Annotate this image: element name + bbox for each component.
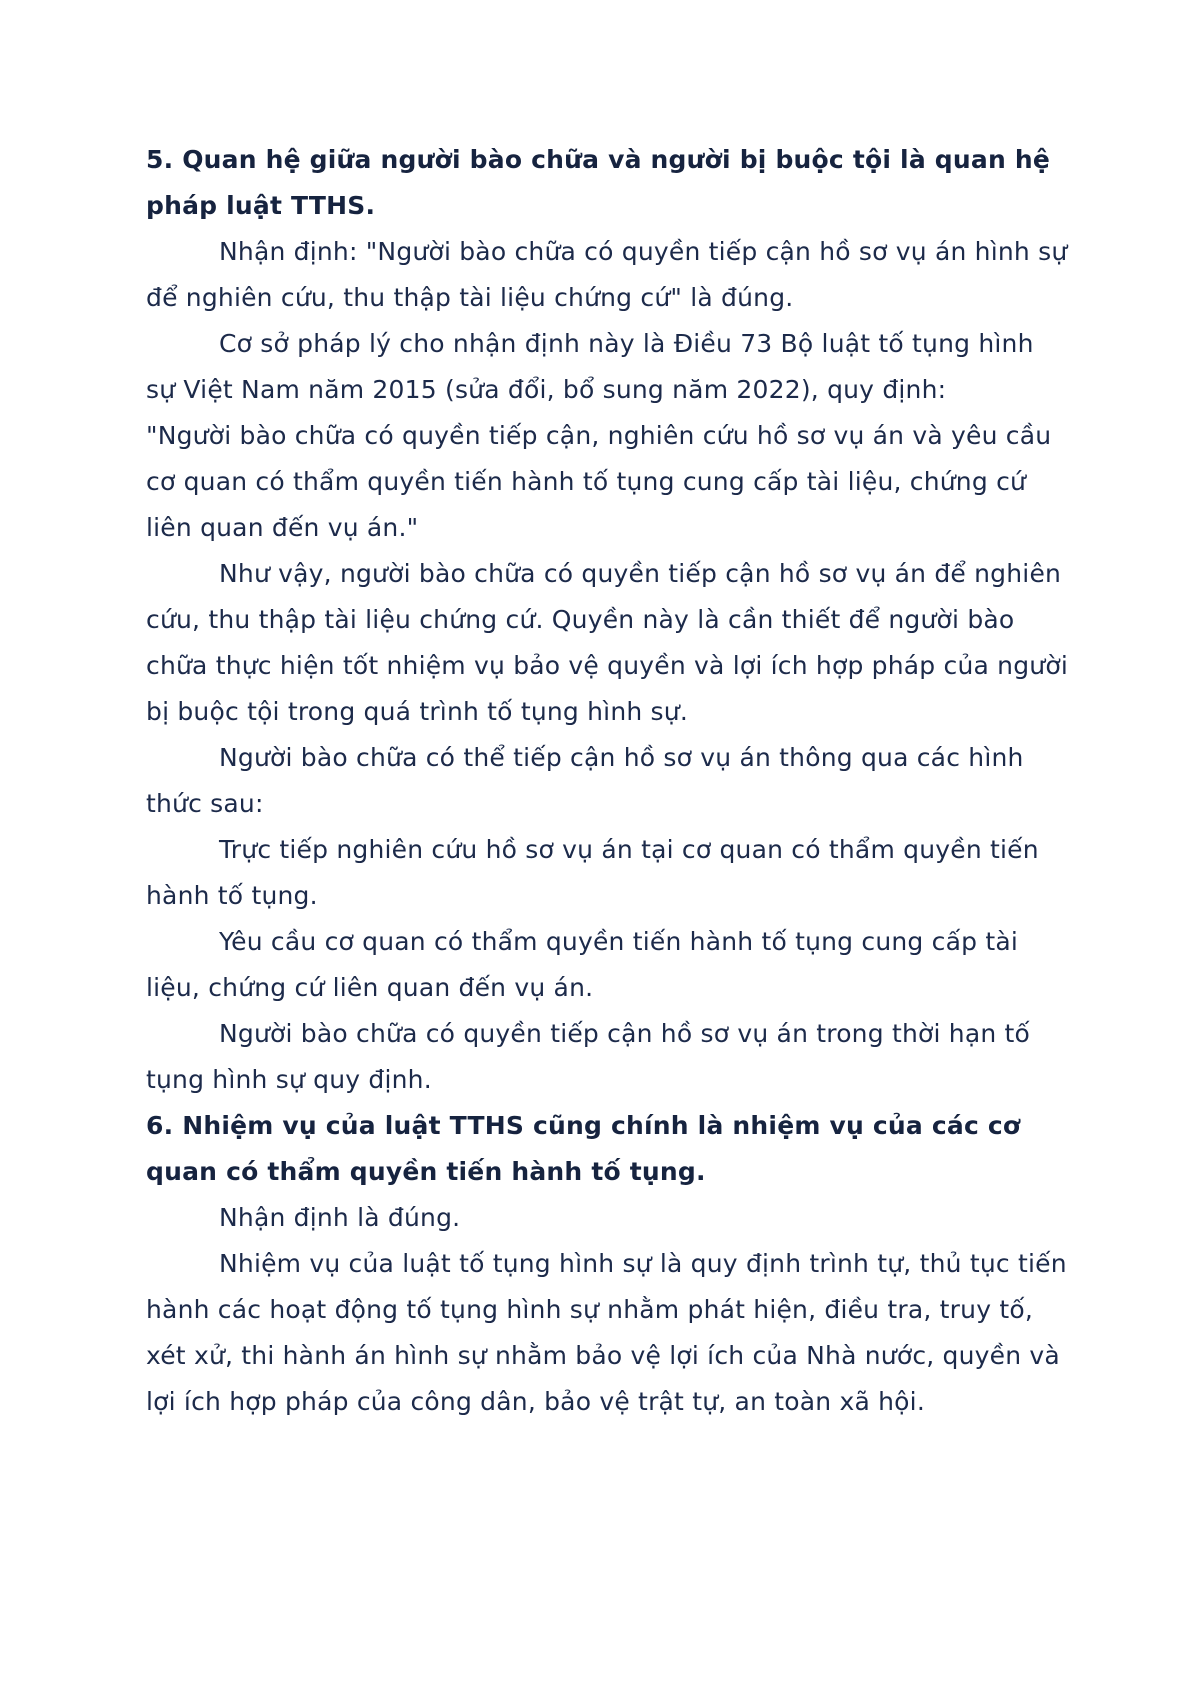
section-5-paragraph-1: Nhận định: "Người bào chữa có quyền tiếp cận hồ sơ vụ án hình sự để nghiên cứu, thu thập tài liệu chứng cứ" là đúng. [146,237,1068,312]
section-5-paragraph-5: Người bào chữa có thể tiếp cận hồ sơ vụ án thông qua các hình thức sau: [146,743,1024,818]
section-5-legal-quote: "Người bào chữa có quyền tiếp cận, nghiên cứu hồ sơ vụ án và yêu cầu cơ quan có thẩm quyền tiến hành tố tụng cung cấp tài liệu, chứng cứ liên quan đến vụ án." [146,421,1052,542]
document-body [146,137,1071,1425]
section-5-heading: 5. Quan hệ giữa người bào chữa và người bị buộc tội là quan hệ pháp luật TTHS. [146,145,1051,220]
section-5-paragraph-7: Yêu cầu cơ quan có thẩm quyền tiến hành tố tụng cung cấp tài liệu, chứng cứ liên quan đến vụ án. [146,927,1018,1002]
section-6-heading: 6. Nhiệm vụ của luật TTHS cũng chính là nhiệm vụ của các cơ quan có thẩm quyền tiến hành tố tụng. [146,1111,1021,1186]
section-5-paragraph-8: Người bào chữa có quyền tiếp cận hồ sơ vụ án trong thời hạn tố tụng hình sự quy định. [146,1019,1031,1094]
section-5-paragraph-4: Như vậy, người bào chữa có quyền tiếp cận hồ sơ vụ án để nghiên cứu, thu thập tài liệu chứng cứ. Quyền này là cần thiết để người bào chữa thực hiện tốt nhiệm vụ bảo vệ quyền và lợi ích hợp pháp của người bị buộc tội trong quá trình tố tụng hình sự. [146,559,1068,726]
section-6-paragraph-1: Nhận định là đúng. [219,1203,461,1232]
section-5-paragraph-6: Trực tiếp nghiên cứu hồ sơ vụ án tại cơ quan có thẩm quyền tiến hành tố tụng. [146,835,1039,910]
section-5-paragraph-2: Cơ sở pháp lý cho nhận định này là Điều 73 Bộ luật tố tụng hình sự Việt Nam năm 2015 (sửa đổi, bổ sung năm 2022), quy định: [146,329,1034,404]
section-6-paragraph-2: Nhiệm vụ của luật tố tụng hình sự là quy định trình tự, thủ tục tiến hành các hoạt động tố tụng hình sự nhằm phát hiện, điều tra, truy tố, xét xử, thi hành án hình sự nhằm bảo vệ lợi ích của Nhà nước, quyền và lợi ích hợp pháp của công dân, bảo vệ trật tự, an toàn xã hội. [146,1249,1067,1416]
